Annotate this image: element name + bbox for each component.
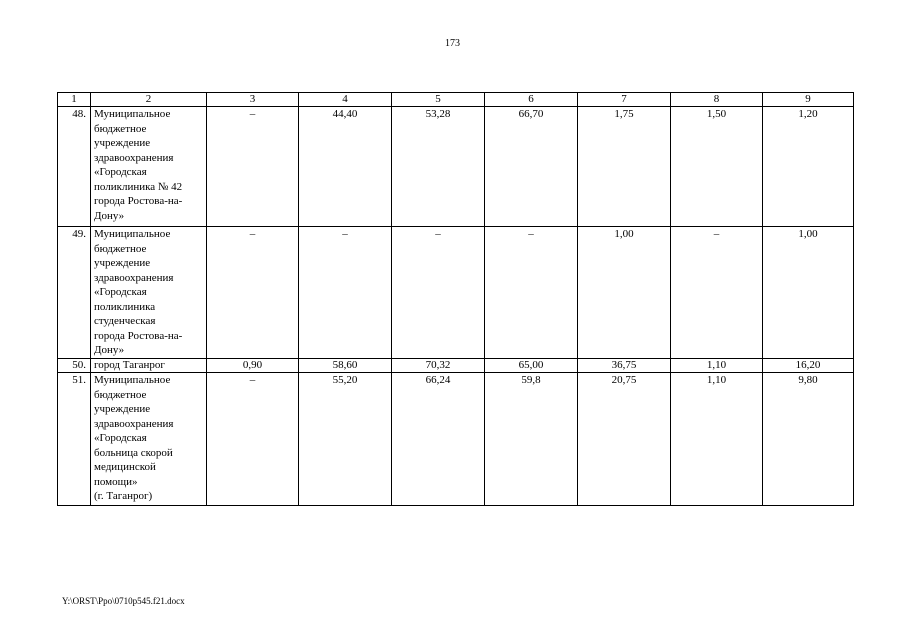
column-header: 3 (207, 93, 299, 107)
table-cell: – (671, 227, 763, 359)
table-cell: 1,00 (763, 227, 854, 359)
institution-name: город Таганрог (91, 359, 207, 373)
table-cell: 55,20 (299, 373, 392, 506)
table-cell: 16,20 (763, 359, 854, 373)
table-cell: 65,00 (485, 359, 578, 373)
institution-name: Муниципальное бюджетное учреждение здравоохранения «Городская больница скорой медицинской помощи» (г. Таганрог) (91, 373, 207, 506)
table-cell: – (299, 227, 392, 359)
table-cell: 66,70 (485, 107, 578, 227)
table-cell: 36,75 (578, 359, 671, 373)
table-cell: 59,8 (485, 373, 578, 506)
table-cell: 70,32 (392, 359, 485, 373)
table-cell: 0,90 (207, 359, 299, 373)
institution-name: Муниципальное бюджетное учреждение здравоохранения «Городская поликлиника студенческая города Ростова-на- Дону» (91, 227, 207, 359)
table-cell: 58,60 (299, 359, 392, 373)
table-cell: – (485, 227, 578, 359)
table-cell: 1,20 (763, 107, 854, 227)
column-header: 5 (392, 93, 485, 107)
column-header: 4 (299, 93, 392, 107)
table-cell: 1,75 (578, 107, 671, 227)
column-header: 8 (671, 93, 763, 107)
table-cell: 53,28 (392, 107, 485, 227)
row-number: 51. (58, 373, 91, 506)
table-cell: 44,40 (299, 107, 392, 227)
table-cell: 9,80 (763, 373, 854, 506)
column-header: 2 (91, 93, 207, 107)
footer-file-path: Y:\ORST\Ppo\0710p545.f21.docx (62, 596, 185, 606)
table-row (58, 359, 854, 373)
row-number: 49. (58, 227, 91, 359)
column-header: 6 (485, 93, 578, 107)
table-cell: 1,10 (671, 359, 763, 373)
table-cell: – (207, 107, 299, 227)
table-header-row (58, 93, 854, 107)
column-header: 1 (58, 93, 91, 107)
data-table (57, 92, 854, 506)
row-number: 50. (58, 359, 91, 373)
column-header: 7 (578, 93, 671, 107)
table-cell: 20,75 (578, 373, 671, 506)
table-cell: – (207, 373, 299, 506)
institution-name: Муниципальное бюджетное учреждение здравоохранения «Городская поликлиника № 42 города Ростова-на- Дону» (91, 107, 207, 227)
table-cell: 1,10 (671, 373, 763, 506)
table-row (58, 107, 854, 227)
column-header: 9 (763, 93, 854, 107)
table-cell: 1,50 (671, 107, 763, 227)
page-number: 173 (445, 38, 460, 49)
row-number: 48. (58, 107, 91, 227)
table-cell: 66,24 (392, 373, 485, 506)
table-row (58, 373, 854, 506)
table-row (58, 227, 854, 359)
table-cell: 1,00 (578, 227, 671, 359)
table-cell: – (207, 227, 299, 359)
table-cell: – (392, 227, 485, 359)
